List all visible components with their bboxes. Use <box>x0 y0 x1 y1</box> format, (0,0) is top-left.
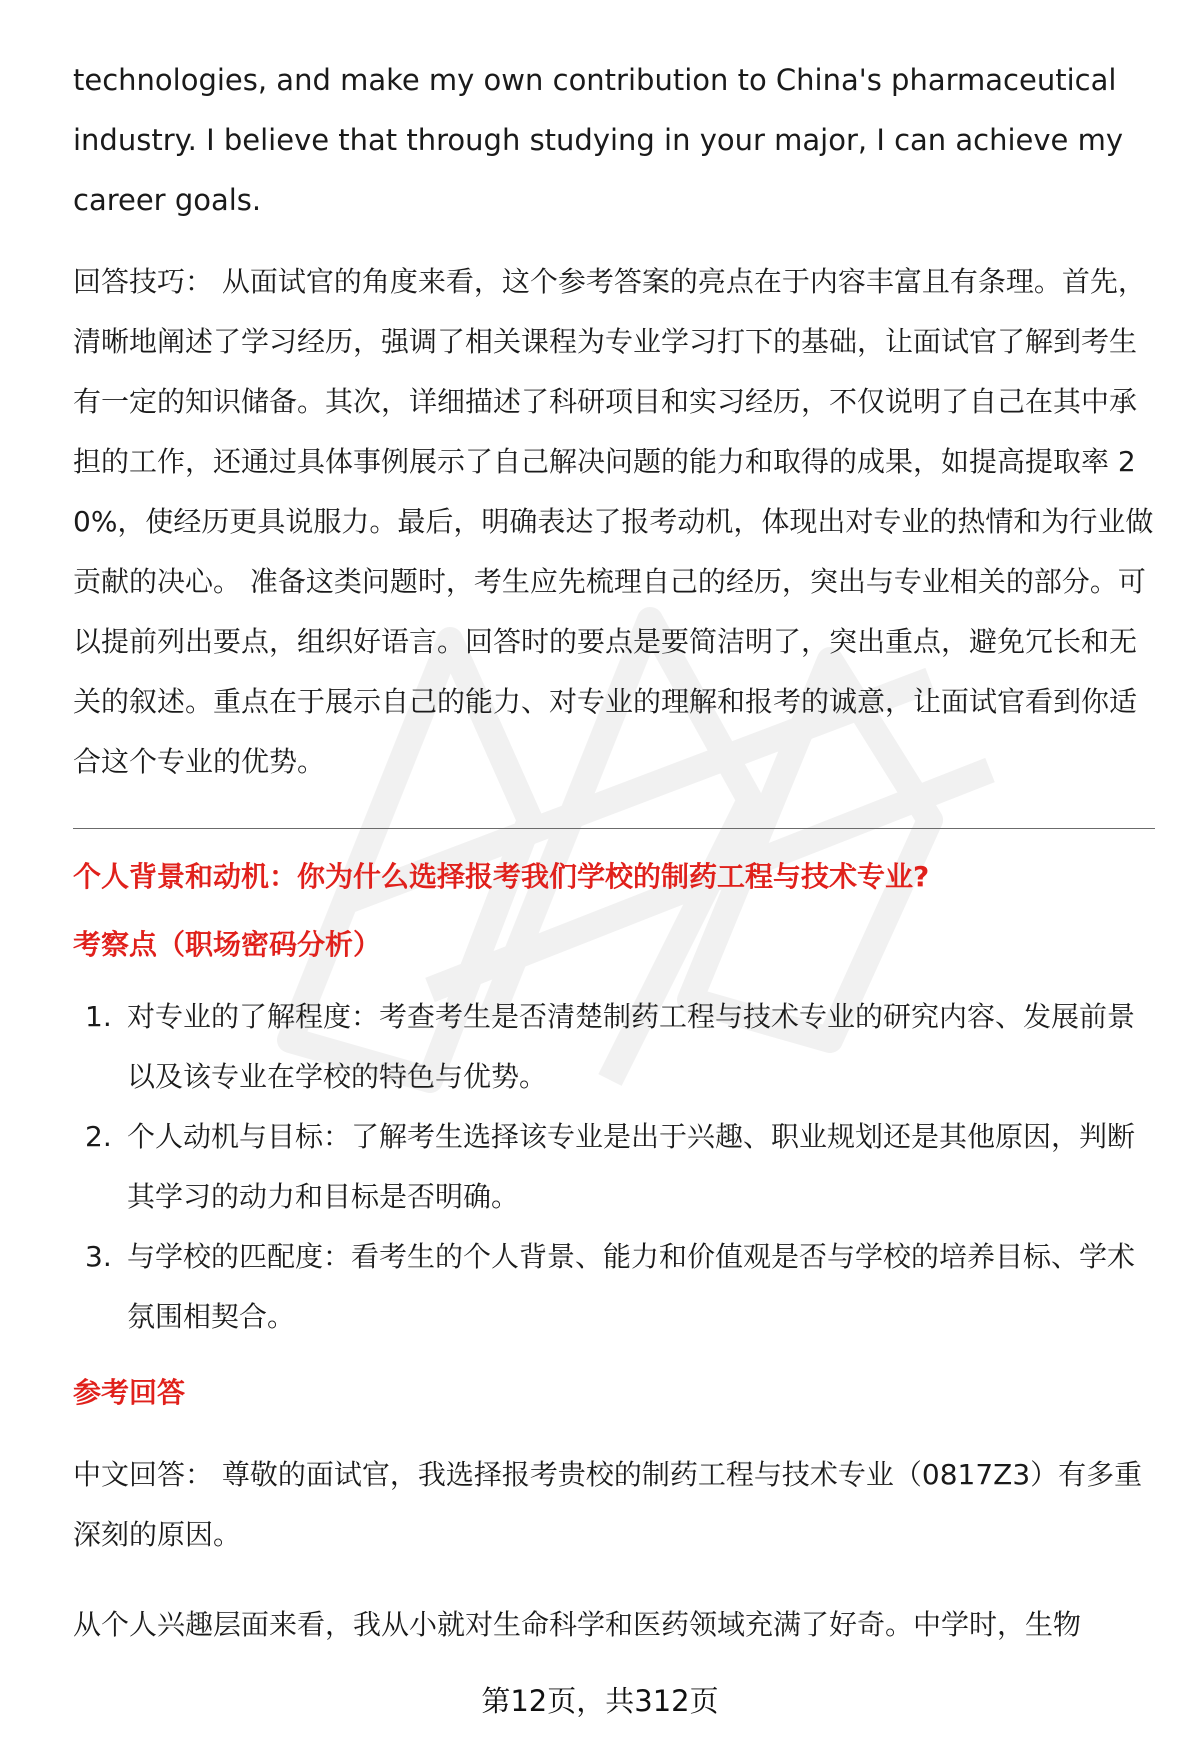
list-item-number: 3. <box>85 1240 112 1273</box>
list-item-text: 与学校的匹配度：看考生的个人背景、能力和价值观是否与学校的培养目标、学术氛围相契合。 <box>127 1240 1136 1333</box>
list-item-text: 对专业的了解程度：考查考生是否清楚制药工程与技术专业的研究内容、发展前景以及该专业在学校的特色与优势。 <box>127 1000 1136 1093</box>
list-item-number: 2. <box>85 1120 112 1153</box>
page-footer: 第12页，共312页 <box>481 1684 719 1718</box>
chinese-answer-paragraph-2: 从个人兴趣层面来看，我从小就对生命科学和医药领域充满了好奇。中学时，生物 <box>73 1608 1082 1641</box>
answer-tips-paragraph: 回答技巧： 从面试官的角度来看，这个参考答案的亮点在于内容丰富且有条理。首先，清晰地阐述了学习经历，强调了相关课程为专业学习打下的基础，让面试官了解到考生有一定的知识储备。其次，详细描述了科研项目和实习经历，不仅说明了自己在其中承担的工作，还通过具体事例展示了自己解决问题的能力和取得的成果，如提高提取率 20%，使经历更具说服力。最后，明确表达了报考动机，体现出对专业的热情和为行业做贡献的决心。 准备这类问题时，考生应先梳理自己的经历，突出与专业相关的部分。可以提前列出要点，组织好语言。回答时的要点是要简洁明了，突出重点，避免冗长和无关的叙述。重点在于展示自己的能力、对专业的理解和报考的诚意，让面试官看到你适合这个专业的优势。 <box>73 265 1154 778</box>
list-item <box>73 1107 1155 1227</box>
list-item-number: 1. <box>85 1000 112 1033</box>
list-item-text: 个人动机与目标：了解考生选择该专业是出于兴趣、职业规划还是其他原因，判断其学习的动力和目标是否明确。 <box>127 1120 1136 1213</box>
intro-english-paragraph: technologies, and make my own contribution to China's pharmaceutical industry. I believe that through studying in your major, I can achieve my career goals. <box>73 63 1124 217</box>
list-item <box>73 987 1155 1107</box>
section-divider <box>73 828 1155 829</box>
chinese-answer-paragraph: 中文回答： 尊敬的面试官，我选择报考贵校的制药工程与技术专业（0817Z3）有多重深刻的原因。 <box>73 1458 1143 1551</box>
page-content <box>73 50 1155 1655</box>
question-heading: 个人背景和动机：你为什么选择报考我们学校的制药工程与技术专业? <box>73 860 930 893</box>
exam-points-heading: 考察点（职场密码分析） <box>73 928 382 961</box>
exam-points-list <box>73 987 1155 1347</box>
reference-answer-heading: 参考回答 <box>73 1376 186 1409</box>
list-item <box>73 1227 1155 1347</box>
